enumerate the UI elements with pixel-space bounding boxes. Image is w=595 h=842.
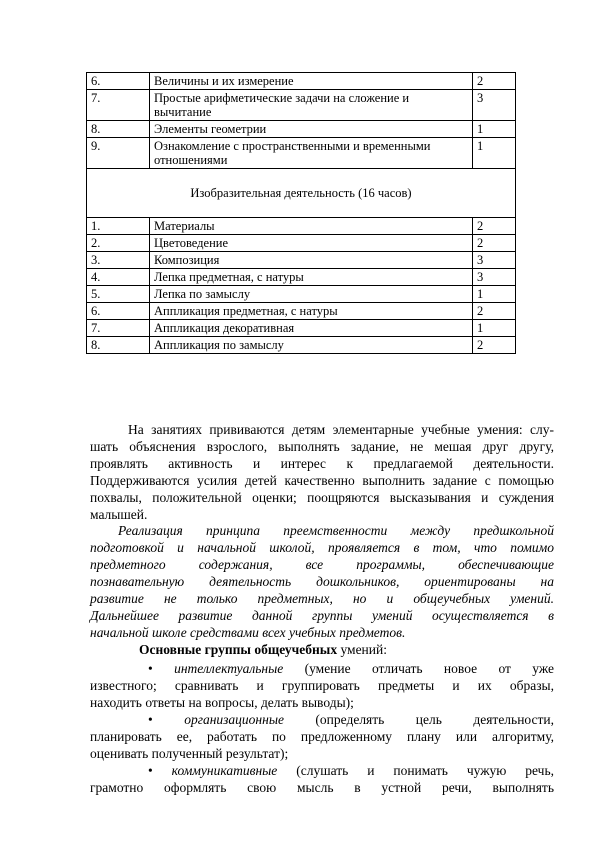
text-line: Дальнейшее развитие данной группы умений осуществляется в [90, 608, 554, 623]
row-number: 4. [87, 269, 150, 286]
row-hours: 1 [473, 320, 516, 337]
row-topic: Величины и их измерение [150, 73, 473, 90]
paragraph-continuity [90, 522, 554, 641]
row-topic: Элементы геометрии [150, 121, 473, 138]
table-row [87, 235, 516, 252]
list-text: (слушать и понимать чужую речь, [277, 763, 554, 778]
table-row [87, 337, 516, 354]
row-hours: 2 [473, 73, 516, 90]
row-topic: Простые арифметические задачи на сложение и вычитание [150, 90, 473, 121]
row-hours: 3 [473, 252, 516, 269]
list-item [90, 660, 554, 677]
text-line: Реализация принципа преемственности между предшкольной [118, 523, 554, 538]
row-topic: Аппликация предметная, с натуры [150, 303, 473, 320]
text-line: предметного содержания, все программы, обеспечивающие [90, 557, 554, 572]
row-hours: 2 [473, 218, 516, 235]
row-number: 6. [87, 73, 150, 90]
skills-list [90, 660, 554, 796]
table-row [87, 218, 516, 235]
text-line: оценивать полученный результат); [90, 746, 289, 761]
row-number: 6. [87, 303, 150, 320]
paragraph-learning-skills [90, 421, 554, 523]
text-line: начальной школе средствами всех учебных предметов. [90, 625, 406, 640]
list-item [90, 762, 554, 779]
section-row [87, 169, 516, 218]
text-line: планировать ее, работать по предложенному плану или алгоритму, [90, 729, 554, 744]
row-topic: Аппликация декоративная [150, 320, 473, 337]
table-row [87, 90, 516, 121]
heading-bold: Основные группы общеучебных [139, 642, 338, 657]
table-row [87, 286, 516, 303]
text-line: Поддерживаются усилия детей качественно выполнить задание с помощью [90, 473, 554, 488]
row-hours: 1 [473, 286, 516, 303]
row-hours: 2 [473, 235, 516, 252]
row-hours: 2 [473, 303, 516, 320]
table-row [87, 138, 516, 169]
row-number: 9. [87, 138, 150, 169]
row-number: 3. [87, 252, 150, 269]
list-text: (определять цель деятельности, [283, 712, 555, 727]
text-line: познавательную деятельность дошкольников, ориентированы на [90, 574, 554, 589]
row-topic: Лепка по замыслу [150, 286, 473, 303]
row-topic: Аппликация по замыслу [150, 337, 473, 354]
row-topic: Лепка предметная, с натуры [150, 269, 473, 286]
curriculum-table [86, 72, 516, 354]
section-heading [139, 641, 387, 658]
row-number: 7. [87, 90, 150, 121]
row-topic: Ознакомление с пространственными и временными отношениями [150, 138, 473, 169]
row-number: 7. [87, 320, 150, 337]
row-number: 2. [87, 235, 150, 252]
text-line: подготовкой и начальной школой, проявляется в том, что помимо [90, 540, 554, 555]
row-topic: Композиция [150, 252, 473, 269]
text-line: находить ответы на вопросы, делать выводы); [90, 695, 354, 710]
text-line: На занятиях прививаются детям элементарные учебные умения: слу- [128, 422, 554, 437]
text-line: похвалы, положительной оценки; поощряются высказывания и суждения [90, 490, 554, 505]
list-term: организационные [184, 712, 284, 727]
row-number: 1. [87, 218, 150, 235]
table-row [87, 269, 516, 286]
list-term: интеллектуальные [174, 661, 284, 676]
row-hours: 1 [473, 138, 516, 169]
row-topic: Цветоведение [150, 235, 473, 252]
row-topic: Материалы [150, 218, 473, 235]
list-text: (умение отличать новое от уже [283, 661, 555, 676]
table-row [87, 320, 516, 337]
row-number: 5. [87, 286, 150, 303]
text-line: грамотно оформлять свою мысль в устной речи, выполнять [90, 780, 554, 795]
bullet-icon: • [148, 661, 153, 676]
list-term: коммуникативные [171, 763, 278, 778]
bullet-icon: • [148, 763, 153, 778]
text-line: проявлять активность и интерес к предлагаемой деятельности. [90, 456, 554, 471]
row-number: 8. [87, 337, 150, 354]
row-hours: 1 [473, 121, 516, 138]
row-number: 8. [87, 121, 150, 138]
row-hours: 3 [473, 269, 516, 286]
table-row [87, 73, 516, 90]
row-hours: 3 [473, 90, 516, 121]
table-row [87, 252, 516, 269]
table-row [87, 121, 516, 138]
section-title: Изобразительная деятельность (16 часов) [87, 169, 516, 218]
text-line: шать объяснения взрослого, выполнять задание, не мешая друг другу, [90, 439, 554, 454]
text-line: известного; сравнивать и группировать предметы и их образы, [90, 678, 554, 693]
table-row [87, 303, 516, 320]
bullet-icon: • [148, 712, 153, 727]
list-item [90, 711, 554, 728]
heading-rest: умений: [337, 642, 387, 657]
row-hours: 2 [473, 337, 516, 354]
text-line: малышей. [90, 507, 148, 522]
text-line: развитие не только предметных, но и общеучебных умений. [90, 591, 554, 606]
